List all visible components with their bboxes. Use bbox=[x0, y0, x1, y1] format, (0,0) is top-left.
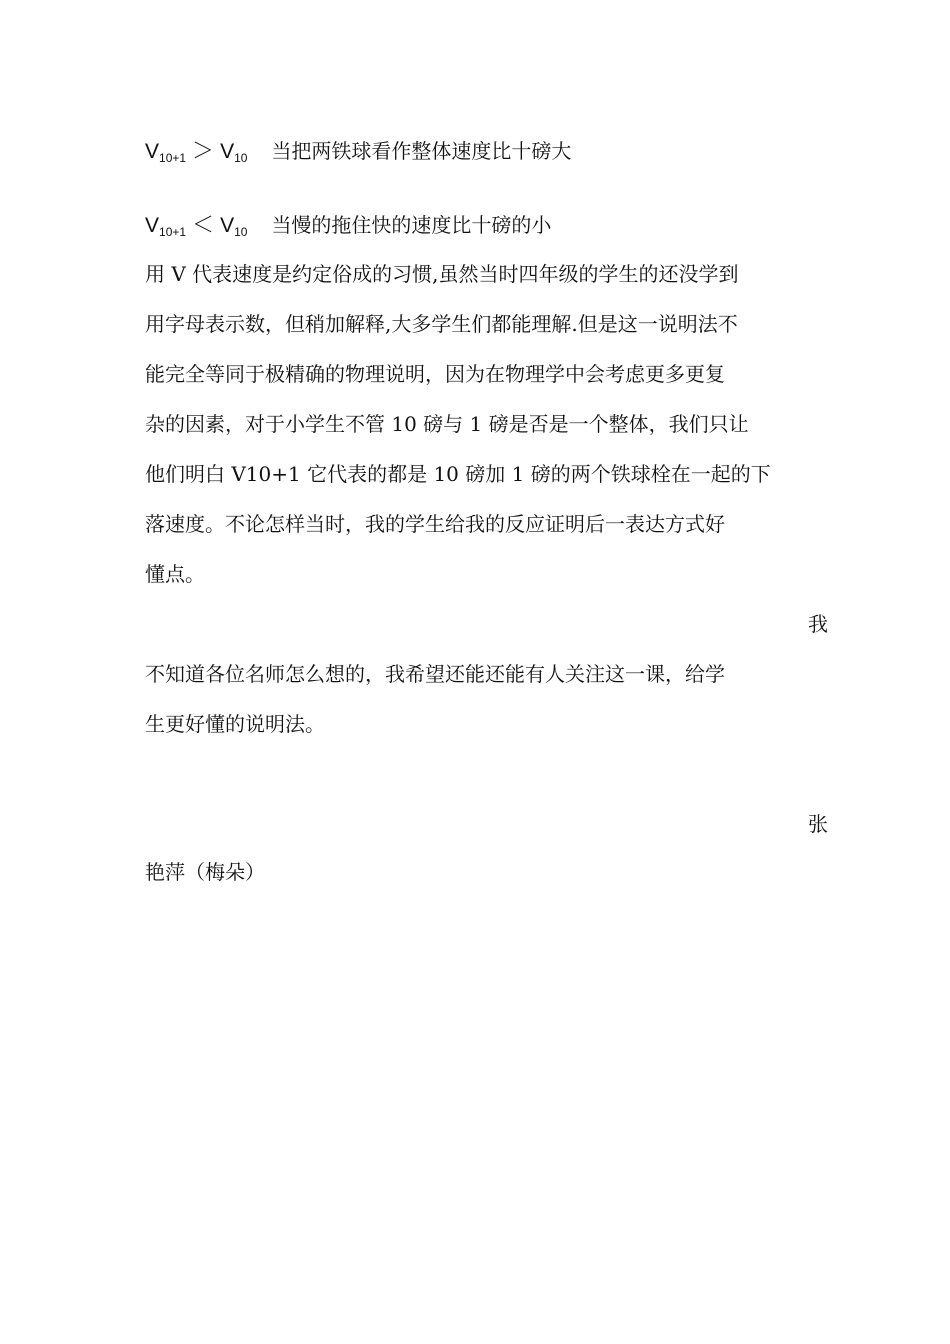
greater-than-symbol: ＞ bbox=[192, 139, 215, 164]
paragraph-line: 落速度。不论怎样当时，我的学生给我的反应证明后一表达方式好 bbox=[145, 512, 725, 536]
formula-rhs-sub: 10 bbox=[234, 225, 248, 239]
formula-lhs-v: V bbox=[145, 140, 160, 163]
paragraph-line: 懂点。 bbox=[145, 562, 205, 586]
paragraph-line: 能完全等同于极精确的物理说明，因为在物理学中会考虑更多更复 bbox=[145, 362, 725, 386]
formula-lhs-v: V bbox=[145, 214, 160, 237]
formula-description: 当把两铁球看作整体速度比十磅大 bbox=[271, 139, 572, 163]
formula-rhs-v: V bbox=[220, 140, 235, 163]
formula-description: 当慢的拖住快的速度比十磅的小 bbox=[271, 213, 552, 237]
signature-name: 艳萍（梅朵） bbox=[145, 860, 265, 884]
signature-first-char: 张 bbox=[808, 812, 828, 836]
paragraph-line: 用 V 代表速度是约定俗成的习惯,虽然当时四年级的学生的还没学到 bbox=[145, 262, 739, 286]
paragraph-line: 不知道各位名师怎么想的，我希望还能还能有人关注这一课，给学 bbox=[145, 662, 725, 686]
paragraph-line: 他们明白 V10+1 它代表的都是 10 磅加 1 磅的两个铁球栓在一起的下 bbox=[145, 462, 771, 486]
formula-line-greater bbox=[145, 138, 571, 171]
paragraph-line: 杂的因素，对于小学生不管 10 磅与 1 磅是否是一个整体，我们只让 bbox=[145, 412, 749, 436]
less-than-symbol: ＜ bbox=[192, 213, 215, 238]
paragraph-line: 生更好懂的说明法。 bbox=[145, 712, 325, 736]
formula-lhs-sub: 10+1 bbox=[159, 225, 187, 239]
paragraph-line: 用字母表示数，但稍加解释,大多学生们都能理解.但是这一说明法不 bbox=[145, 312, 738, 336]
formula-rhs-sub: 10 bbox=[234, 151, 248, 165]
formula-line-less bbox=[145, 212, 551, 245]
paragraph-first-char: 我 bbox=[808, 612, 828, 636]
formula-lhs-sub: 10+1 bbox=[159, 151, 187, 165]
formula-rhs-v: V bbox=[220, 214, 235, 237]
